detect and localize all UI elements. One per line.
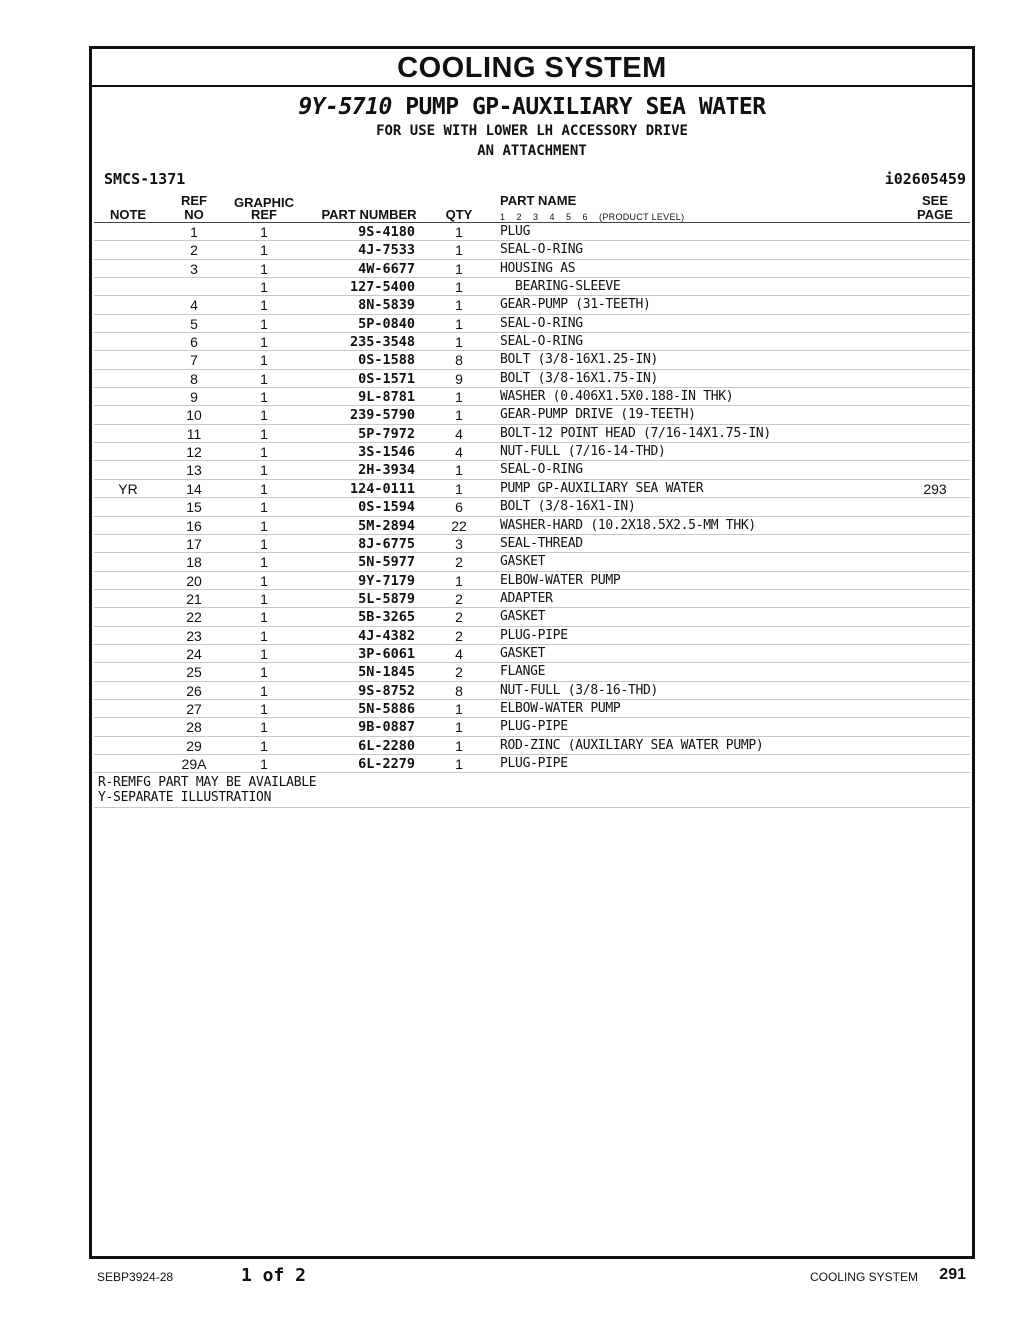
table-row: [94, 278, 970, 296]
ref-no-cell: 26: [186, 682, 202, 699]
graphic-ref-cell: 1: [260, 499, 268, 516]
graphic-ref-cell: 1: [260, 334, 268, 351]
table-row: [94, 461, 970, 479]
group-usage-line: FOR USE WITH LOWER LH ACCESSORY DRIVE: [376, 123, 688, 139]
graphic-ref-cell: 1: [260, 279, 268, 296]
footer-page-of: 1 of 2: [241, 1265, 307, 1286]
header-ref-top: REF: [181, 193, 207, 208]
part-number-cell: 3S-1546: [358, 444, 415, 461]
part-number-cell: 4J-4382: [358, 627, 415, 644]
part-number-cell: 5L-5879: [358, 590, 415, 607]
ref-no-cell: 11: [186, 425, 202, 442]
part-name-cell: GASKET: [500, 554, 546, 570]
part-name-cell: NUT-FULL (7/16-14-THD): [500, 444, 666, 460]
qty-cell: 6: [455, 499, 463, 516]
qty-cell: 1: [455, 462, 463, 479]
table-row: [94, 645, 970, 663]
table-row: [94, 590, 970, 608]
ref-no-cell: 6: [190, 334, 198, 351]
group-name: PUMP GP-AUXILIARY SEA WATER: [405, 94, 766, 120]
part-number-cell: 239-5790: [349, 407, 415, 424]
document-id: i02605459: [884, 170, 966, 188]
part-name-cell: BOLT (3/8-16X1.25-IN): [500, 352, 659, 368]
part-name-cell: BOLT-12 POINT HEAD (7/16-14X1.75-IN): [500, 425, 771, 441]
qty-cell: 4: [455, 444, 463, 461]
part-number-cell: 3P-6061: [358, 645, 415, 662]
qty-cell: 4: [455, 645, 463, 662]
header-graphic-top: GRAPHIC: [234, 195, 294, 210]
part-name-cell: SEAL-O-RING: [500, 462, 583, 478]
qty-cell: 1: [455, 315, 463, 332]
ref-no-cell: 13: [186, 462, 202, 479]
part-number-cell: 4W-6677: [358, 260, 415, 277]
qty-cell: 8: [455, 352, 463, 369]
part-number-cell: 9S-8752: [358, 682, 415, 699]
graphic-ref-cell: 1: [260, 389, 268, 406]
part-name-cell: GASKET: [500, 645, 546, 661]
part-name-cell: SEAL-O-RING: [500, 334, 583, 350]
graphic-ref-cell: 1: [260, 535, 268, 552]
header-see-top: SEE: [921, 193, 948, 208]
table-row: [94, 498, 970, 516]
ref-no-cell: 22: [186, 609, 202, 626]
part-name-cell: PLUG-PIPE: [500, 627, 568, 643]
header-ref-bottom: NO: [184, 207, 204, 222]
graphic-ref-cell: 1: [260, 444, 268, 461]
table-row: [94, 700, 970, 718]
table-row: [94, 241, 970, 259]
part-number-cell: 8N-5839: [358, 297, 415, 314]
ref-no-cell: 29A: [181, 755, 207, 772]
header-part-name: PART NAME: [500, 193, 577, 208]
legend-separate-illustration: Y-SEPARATE ILLUSTRATION: [98, 790, 272, 806]
header-see-bottom: PAGE: [917, 207, 953, 222]
graphic-ref-cell: 1: [260, 462, 268, 479]
part-number-cell: 0S-1594: [358, 499, 415, 516]
qty-cell: 1: [455, 480, 463, 497]
footer-page-number: 291: [939, 1266, 966, 1283]
header-product-levels: 1 2 3 4 5 6 (PRODUCT LEVEL): [500, 212, 685, 222]
part-name-cell: SEAL-O-RING: [500, 315, 583, 331]
ref-no-cell: 28: [186, 719, 202, 736]
ref-no-cell: 21: [186, 590, 202, 607]
part-number-cell: 0S-1571: [358, 370, 415, 387]
qty-cell: 1: [455, 224, 463, 240]
graphic-ref-cell: 1: [260, 242, 268, 259]
part-number-cell: 5P-0840: [358, 315, 415, 332]
graphic-ref-cell: 1: [260, 682, 268, 699]
part-name-cell: PLUG-PIPE: [500, 719, 568, 735]
table-row: [94, 608, 970, 626]
legend: [94, 773, 970, 808]
table-row: [94, 517, 970, 535]
graphic-ref-cell: 1: [260, 352, 268, 369]
part-name-cell: ROD-ZINC (AUXILIARY SEA WATER PUMP): [500, 737, 764, 753]
part-name-cell: PLUG: [500, 224, 531, 239]
ref-no-cell: 18: [186, 554, 202, 571]
qty-cell: 2: [455, 627, 463, 644]
graphic-ref-cell: 1: [260, 700, 268, 717]
part-name-cell: BOLT (3/8-16X1-IN): [500, 499, 636, 515]
qty-cell: 3: [455, 535, 463, 552]
part-name-cell: PLUG-PIPE: [500, 755, 568, 771]
ref-no-cell: 4: [190, 297, 198, 314]
part-name-cell: SEAL-O-RING: [500, 242, 583, 258]
ref-no-cell: 15: [186, 499, 202, 516]
qty-cell: 1: [455, 719, 463, 736]
graphic-ref-cell: 1: [260, 425, 268, 442]
legend-remfg: R-REMFG PART MAY BE AVAILABLE: [98, 775, 317, 791]
table-row: [94, 553, 970, 571]
part-name-cell: GEAR-PUMP (31-TEETH): [500, 297, 651, 313]
part-name-cell: BEARING-SLEEVE: [500, 279, 621, 295]
table-row: [94, 443, 970, 461]
smcs-code: SMCS-1371: [104, 170, 186, 188]
part-number-cell: 8J-6775: [358, 535, 415, 552]
header-graphic-bottom: REF: [251, 207, 277, 222]
table-row: [94, 296, 970, 314]
part-name-cell: WASHER-HARD (10.2X18.5X2.5-MM THK): [500, 517, 756, 533]
parts-page-frame: [89, 46, 975, 1259]
graphic-ref-cell: 1: [260, 755, 268, 772]
ref-no-cell: 2: [190, 242, 198, 259]
ref-no-cell: 7: [190, 352, 198, 369]
graphic-ref-cell: 1: [260, 645, 268, 662]
qty-cell: 1: [455, 700, 463, 717]
table-row: [94, 351, 970, 369]
ref-no-cell: 24: [186, 645, 202, 662]
ref-no-cell: 14: [186, 480, 202, 497]
group-title: [92, 93, 972, 121]
part-name-cell: WASHER (0.406X1.5X0.188-IN THK): [500, 389, 734, 405]
table-row: [94, 333, 970, 351]
table-row: [94, 718, 970, 736]
part-name-cell: NUT-FULL (3/8-16-THD): [500, 682, 659, 698]
smcs-row: [92, 167, 972, 189]
part-name-cell: GASKET: [500, 609, 546, 625]
part-number-cell: 5P-7972: [358, 425, 415, 442]
part-number-cell: 9Y-7179: [358, 572, 415, 589]
graphic-ref-cell: 1: [260, 370, 268, 387]
qty-cell: 1: [455, 737, 463, 754]
ref-no-cell: 10: [186, 407, 202, 424]
table-row: [94, 406, 970, 424]
part-name-cell: GEAR-PUMP DRIVE (19-TEETH): [500, 407, 696, 423]
graphic-ref-cell: 1: [260, 480, 268, 497]
table-header: [94, 189, 970, 223]
qty-cell: 8: [455, 682, 463, 699]
page-footer: [0, 1264, 1020, 1288]
qty-cell: 1: [455, 389, 463, 406]
part-number-cell: 2H-3934: [358, 462, 415, 479]
graphic-ref-cell: 1: [260, 590, 268, 607]
table-row: [94, 663, 970, 681]
qty-cell: 1: [455, 297, 463, 314]
qty-cell: 2: [455, 609, 463, 626]
qty-cell: 4: [455, 425, 463, 442]
section-title: COOLING SYSTEM: [92, 49, 972, 87]
table-row: [94, 627, 970, 645]
table-row: [94, 572, 970, 590]
ref-no-cell: 9: [190, 389, 198, 406]
part-name-cell: SEAL-THREAD: [500, 535, 583, 551]
graphic-ref-cell: 1: [260, 719, 268, 736]
graphic-ref-cell: 1: [260, 554, 268, 571]
part-number-cell: 127-5400: [349, 279, 415, 296]
ref-no-cell: 27: [186, 700, 202, 717]
ref-no-cell: 20: [186, 572, 202, 589]
table-row: [94, 480, 970, 498]
ref-no-cell: 25: [186, 664, 202, 681]
part-name-cell: HOUSING AS: [500, 260, 576, 276]
part-number-cell: 9L-8781: [358, 389, 415, 406]
qty-cell: 1: [455, 279, 463, 296]
part-name-cell: ELBOW-WATER PUMP: [500, 700, 621, 716]
ref-no-cell: 1: [190, 224, 198, 240]
footer-section: COOLING SYSTEM: [809, 1270, 918, 1284]
ref-no-cell: 3: [190, 260, 198, 277]
qty-cell: 2: [455, 554, 463, 571]
table-row: [94, 682, 970, 700]
ref-no-cell: 16: [186, 517, 202, 534]
ref-no-cell: 8: [190, 370, 198, 387]
ref-no-cell: 12: [186, 444, 202, 461]
table-row: [94, 370, 970, 388]
qty-cell: 2: [455, 664, 463, 681]
qty-cell: 1: [455, 334, 463, 351]
part-number-cell: 5M-2894: [358, 517, 415, 534]
graphic-ref-cell: 1: [260, 737, 268, 754]
table-row: [94, 737, 970, 755]
graphic-ref-cell: 1: [260, 664, 268, 681]
ref-no-cell: 17: [186, 535, 202, 552]
part-number-cell: 6L-2279: [358, 755, 415, 772]
part-name-cell: ADAPTER: [500, 590, 553, 606]
part-name-cell: FLANGE: [500, 664, 546, 680]
table-row: [94, 535, 970, 553]
see-page-cell: 293: [923, 480, 947, 497]
table-row: [94, 223, 970, 241]
graphic-ref-cell: 1: [260, 572, 268, 589]
graphic-ref-cell: 1: [260, 224, 268, 240]
qty-cell: 22: [451, 517, 467, 534]
graphic-ref-cell: 1: [260, 260, 268, 277]
graphic-ref-cell: 1: [260, 609, 268, 626]
part-number-cell: 5N-1845: [358, 664, 415, 681]
header-qty: QTY: [445, 207, 473, 222]
table-row: [94, 315, 970, 333]
part-number-cell: 124-0111: [349, 480, 415, 497]
qty-cell: 2: [455, 590, 463, 607]
part-name-cell: PUMP GP-AUXILIARY SEA WATER: [500, 480, 704, 496]
qty-cell: 1: [455, 242, 463, 259]
note-cell: YR: [118, 480, 138, 497]
part-name-cell: BOLT (3/8-16X1.75-IN): [500, 370, 659, 386]
ref-no-cell: 5: [190, 315, 198, 332]
part-number-cell: 5N-5886: [358, 700, 415, 717]
table-row: [94, 425, 970, 443]
part-number-cell: 9B-0887: [358, 719, 415, 736]
group-number: 9Y-5710: [298, 94, 392, 120]
footer-doc-number: SEBP3924-28: [97, 1270, 174, 1284]
part-number-cell: 5N-5977: [358, 554, 415, 571]
qty-cell: 9: [455, 370, 463, 387]
qty-cell: 1: [455, 260, 463, 277]
qty-cell: 1: [455, 572, 463, 589]
qty-cell: 1: [455, 407, 463, 424]
part-number-cell: 0S-1588: [358, 352, 415, 369]
header-part-number: PART NUMBER: [321, 207, 417, 222]
table-row: [94, 388, 970, 406]
part-number-cell: 6L-2280: [358, 737, 415, 754]
graphic-ref-cell: 1: [260, 627, 268, 644]
ref-no-cell: 23: [186, 627, 202, 644]
graphic-ref-cell: 1: [260, 407, 268, 424]
ref-no-cell: 29: [186, 737, 202, 754]
part-number-cell: 4J-7533: [358, 242, 415, 259]
part-number-cell: 5B-3265: [358, 609, 415, 626]
graphic-ref-cell: 1: [260, 517, 268, 534]
part-name-cell: ELBOW-WATER PUMP: [500, 572, 621, 588]
part-number-cell: 235-3548: [349, 334, 415, 351]
parts-table-body: [94, 223, 970, 773]
group-attachment-line: AN ATTACHMENT: [477, 143, 587, 159]
table-row: [94, 755, 970, 773]
graphic-ref-cell: 1: [260, 297, 268, 314]
qty-cell: 1: [455, 755, 463, 772]
table-row: [94, 260, 970, 278]
part-number-cell: 9S-4180: [358, 224, 415, 240]
graphic-ref-cell: 1: [260, 315, 268, 332]
header-note: NOTE: [109, 207, 147, 222]
